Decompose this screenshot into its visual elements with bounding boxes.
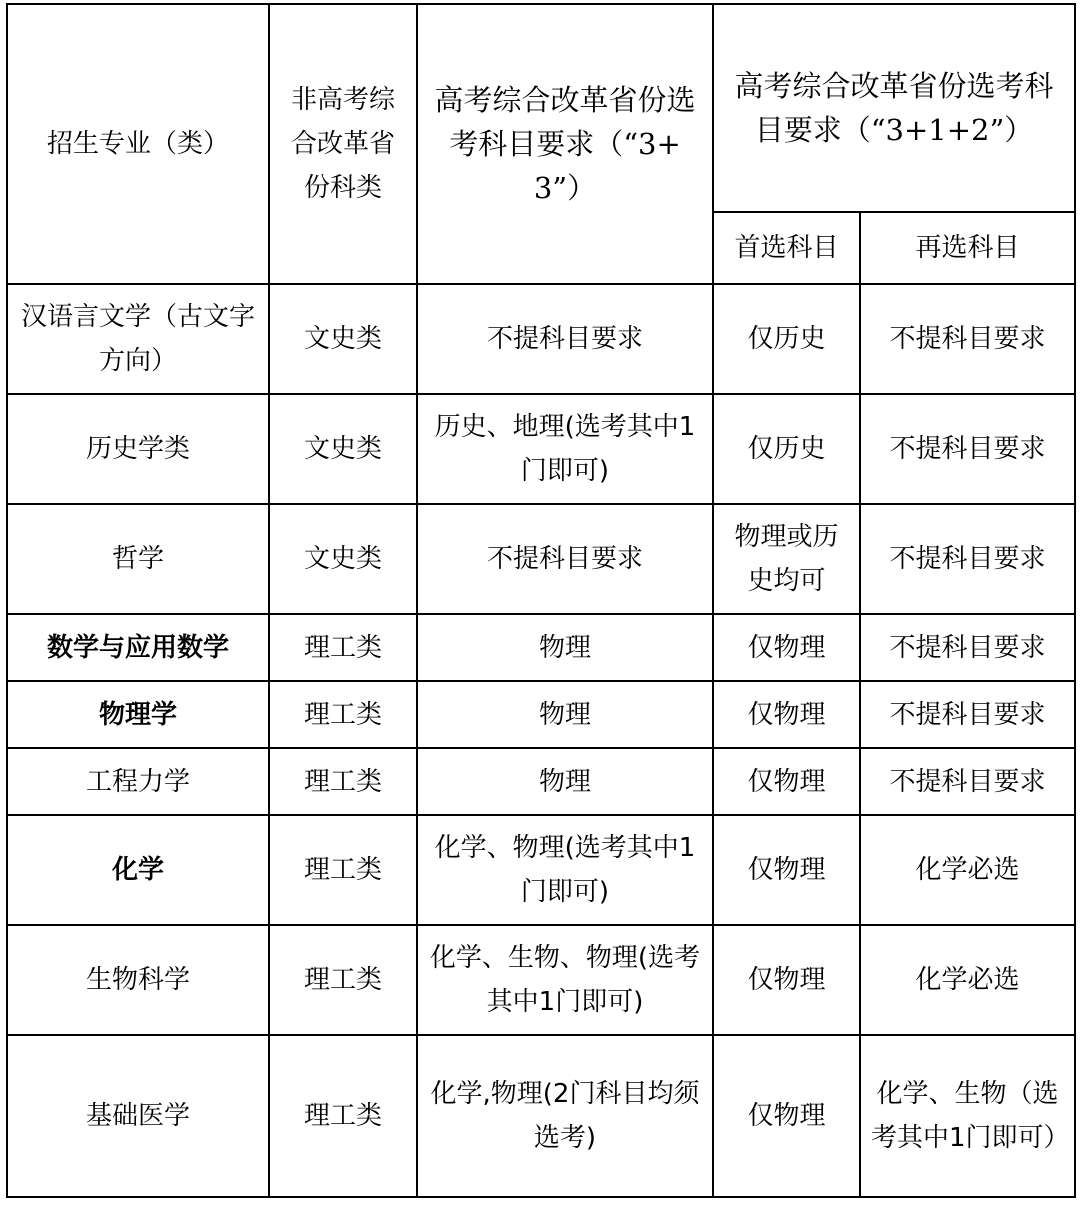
cell-req-3plus3: 物理 xyxy=(417,614,713,681)
cell-req-3plus3: 物理 xyxy=(417,681,713,748)
cell-category: 文史类 xyxy=(269,394,417,504)
header-second-choice: 再选科目 xyxy=(860,212,1075,284)
cell-major: 工程力学 xyxy=(7,748,269,815)
cell-first-choice: 仅物理 xyxy=(713,925,860,1035)
table-row xyxy=(7,394,1075,504)
table-row xyxy=(7,925,1075,1035)
cell-req-3plus3: 化学,物理(2门科目均须选考) xyxy=(417,1035,713,1197)
table-row xyxy=(7,681,1075,748)
header-reform-3plus3: 高考综合改革省份选考科目要求（“3+3”） xyxy=(417,4,713,284)
cell-major: 汉语言文学（古文字方向） xyxy=(7,284,269,394)
cell-category: 理工类 xyxy=(269,681,417,748)
cell-major: 化学 xyxy=(7,815,269,925)
cell-first-choice: 仅物理 xyxy=(713,1035,860,1197)
cell-first-choice: 仅物理 xyxy=(713,614,860,681)
header-major: 招生专业（类） xyxy=(7,4,269,284)
cell-major: 物理学 xyxy=(7,681,269,748)
cell-category: 理工类 xyxy=(269,1035,417,1197)
cell-second-choice: 不提科目要求 xyxy=(860,681,1075,748)
cell-first-choice: 仅物理 xyxy=(713,681,860,748)
cell-req-3plus3: 物理 xyxy=(417,748,713,815)
cell-second-choice: 化学必选 xyxy=(860,815,1075,925)
table-row xyxy=(7,748,1075,815)
header-first-choice: 首选科目 xyxy=(713,212,860,284)
cell-major: 哲学 xyxy=(7,504,269,614)
cell-category: 理工类 xyxy=(269,925,417,1035)
cell-req-3plus3: 历史、地理(选考其中1门即可) xyxy=(417,394,713,504)
cell-category: 理工类 xyxy=(269,614,417,681)
cell-major: 基础医学 xyxy=(7,1035,269,1197)
cell-first-choice: 仅物理 xyxy=(713,815,860,925)
table-row xyxy=(7,614,1075,681)
header-reform-3plus1plus2: 高考综合改革省份选考科目要求（“3+1+2”） xyxy=(713,4,1075,212)
table-row xyxy=(7,815,1075,925)
cell-req-3plus3: 不提科目要求 xyxy=(417,284,713,394)
cell-first-choice: 仅历史 xyxy=(713,284,860,394)
cell-second-choice: 不提科目要求 xyxy=(860,748,1075,815)
table-row xyxy=(7,1035,1075,1197)
cell-category: 文史类 xyxy=(269,504,417,614)
subject-requirements-table xyxy=(6,3,1076,1198)
cell-second-choice: 化学、生物（选考其中1门即可） xyxy=(860,1035,1075,1197)
cell-category: 文史类 xyxy=(269,284,417,394)
cell-major: 数学与应用数学 xyxy=(7,614,269,681)
cell-first-choice: 仅历史 xyxy=(713,394,860,504)
table-row xyxy=(7,284,1075,394)
cell-second-choice: 不提科目要求 xyxy=(860,284,1075,394)
cell-first-choice: 物理或历史均可 xyxy=(713,504,860,614)
cell-req-3plus3: 化学、生物、物理(选考其中1门即可) xyxy=(417,925,713,1035)
cell-req-3plus3: 化学、物理(选考其中1门即可) xyxy=(417,815,713,925)
cell-category: 理工类 xyxy=(269,815,417,925)
cell-req-3plus3: 不提科目要求 xyxy=(417,504,713,614)
cell-major: 历史学类 xyxy=(7,394,269,504)
cell-second-choice: 不提科目要求 xyxy=(860,614,1075,681)
cell-second-choice: 化学必选 xyxy=(860,925,1075,1035)
header-non-reform-category: 非高考综合改革省份科类 xyxy=(269,4,417,284)
cell-second-choice: 不提科目要求 xyxy=(860,504,1075,614)
cell-first-choice: 仅物理 xyxy=(713,748,860,815)
cell-major: 生物科学 xyxy=(7,925,269,1035)
cell-category: 理工类 xyxy=(269,748,417,815)
header-row xyxy=(7,4,1075,212)
cell-second-choice: 不提科目要求 xyxy=(860,394,1075,504)
table-row xyxy=(7,504,1075,614)
